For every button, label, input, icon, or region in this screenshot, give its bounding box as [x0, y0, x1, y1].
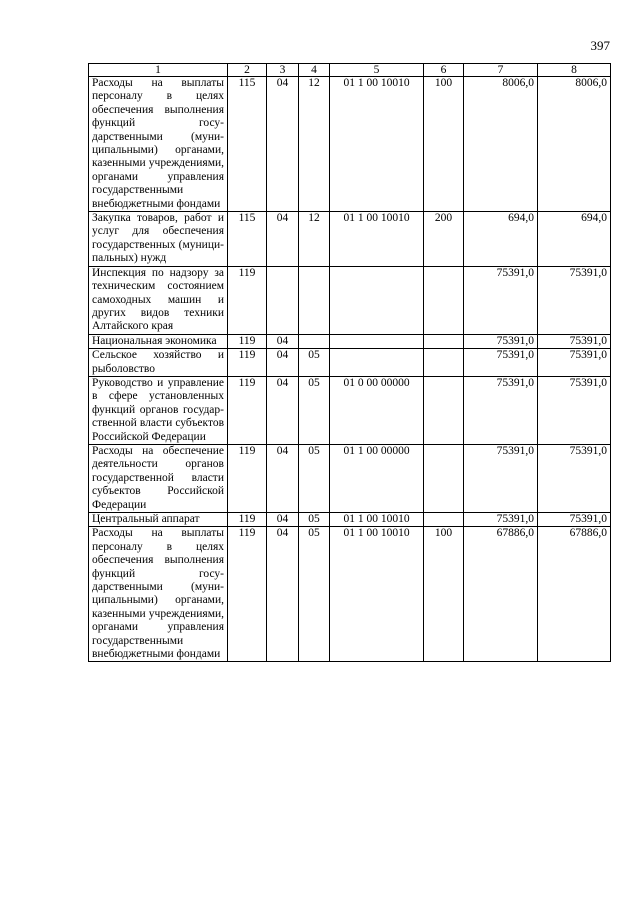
target-article: 01 0 00 00000 — [330, 376, 424, 444]
ministry-code: 119 — [228, 349, 267, 377]
row-name: Руководство и управление в сфере установленных функций органов государственной власти субъектов Российской Федерации — [89, 376, 228, 444]
table-row — [89, 376, 611, 444]
table-row — [89, 444, 611, 512]
amount-col8: 694,0 — [538, 212, 611, 267]
table-row — [89, 349, 611, 377]
ministry-code: 119 — [228, 444, 267, 512]
ministry-code: 119 — [228, 376, 267, 444]
section-code: 04 — [267, 212, 299, 267]
expense-type — [424, 444, 464, 512]
subsection-code — [299, 266, 330, 334]
amount-col7: 75391,0 — [464, 334, 538, 348]
table-row — [89, 527, 611, 662]
page-number: 397 — [590, 38, 610, 53]
table-row — [89, 266, 611, 334]
header-cell: 2 — [228, 64, 267, 77]
ministry-code: 115 — [228, 212, 267, 267]
target-article: 01 1 00 10010 — [330, 212, 424, 267]
table-row — [89, 212, 611, 267]
amount-col8: 75391,0 — [538, 334, 611, 348]
header-cell: 6 — [424, 64, 464, 77]
row-name: Центральный аппарат — [89, 513, 228, 527]
amount-col8: 75391,0 — [538, 266, 611, 334]
amount-col7: 75391,0 — [464, 266, 538, 334]
ministry-code: 119 — [228, 266, 267, 334]
subsection-code: 05 — [299, 513, 330, 527]
row-name: Расходы на выплаты персоналу в целях обеспечения выполнения функций государственными (муниципальными) органами, казенными учреждениями, органами управления государственными внебюджетными фондами — [89, 77, 228, 212]
section-code: 04 — [267, 513, 299, 527]
table-header — [89, 64, 611, 77]
section-code: 04 — [267, 77, 299, 212]
section-code: 04 — [267, 376, 299, 444]
subsection-code: 05 — [299, 444, 330, 512]
target-article: 01 1 00 10010 — [330, 527, 424, 662]
expense-type — [424, 513, 464, 527]
ministry-code: 119 — [228, 513, 267, 527]
amount-col8: 67886,0 — [538, 527, 611, 662]
header-cell: 1 — [89, 64, 228, 77]
header-row — [89, 64, 611, 77]
header-cell: 3 — [267, 64, 299, 77]
section-code: 04 — [267, 527, 299, 662]
expense-type — [424, 334, 464, 348]
row-name: Сельское хозяйство и рыболовство — [89, 349, 228, 377]
row-name: Расходы на выплаты персоналу в целях обеспечения выполнения функций государственными (муниципальными) органами, казенными учреждениями, органами управления государственными внебюджетными фондами — [89, 527, 228, 662]
ministry-code: 119 — [228, 334, 267, 348]
row-name: Расходы на обеспечение деятельности органов государственной власти субъектов Российской Федерации — [89, 444, 228, 512]
header-cell: 5 — [330, 64, 424, 77]
ministry-code: 119 — [228, 527, 267, 662]
table-row — [89, 77, 611, 212]
subsection-code: 12 — [299, 77, 330, 212]
table-body — [89, 77, 611, 662]
target-article — [330, 266, 424, 334]
amount-col8: 75391,0 — [538, 513, 611, 527]
subsection-code: 05 — [299, 349, 330, 377]
target-article: 01 1 00 10010 — [330, 77, 424, 212]
subsection-code — [299, 334, 330, 348]
expense-type — [424, 349, 464, 377]
header-cell: 7 — [464, 64, 538, 77]
target-article: 01 1 00 10010 — [330, 513, 424, 527]
amount-col7: 694,0 — [464, 212, 538, 267]
amount-col7: 75391,0 — [464, 376, 538, 444]
section-code: 04 — [267, 349, 299, 377]
expense-type — [424, 376, 464, 444]
amount-col8: 75391,0 — [538, 444, 611, 512]
row-name: Инспекция по надзору за техническим состоянием самоходных машин и других видов техники Алтайского края — [89, 266, 228, 334]
expense-type — [424, 266, 464, 334]
amount-col8: 75391,0 — [538, 376, 611, 444]
amount-col7: 8006,0 — [464, 77, 538, 212]
row-name: Закупка товаров, работ и услуг для обеспечения государственных (муниципальных) нужд — [89, 212, 228, 267]
amount-col7: 67886,0 — [464, 527, 538, 662]
target-article — [330, 334, 424, 348]
expense-type: 200 — [424, 212, 464, 267]
row-name: Национальная экономика — [89, 334, 228, 348]
section-code: 04 — [267, 444, 299, 512]
subsection-code: 05 — [299, 376, 330, 444]
ministry-code: 115 — [228, 77, 267, 212]
section-code — [267, 266, 299, 334]
amount-col8: 8006,0 — [538, 77, 611, 212]
subsection-code: 05 — [299, 527, 330, 662]
target-article — [330, 349, 424, 377]
header-cell: 8 — [538, 64, 611, 77]
subsection-code: 12 — [299, 212, 330, 267]
amount-col8: 75391,0 — [538, 349, 611, 377]
amount-col7: 75391,0 — [464, 444, 538, 512]
amount-col7: 75391,0 — [464, 513, 538, 527]
target-article: 01 1 00 00000 — [330, 444, 424, 512]
table-row — [89, 513, 611, 527]
table-row — [89, 334, 611, 348]
amount-col7: 75391,0 — [464, 349, 538, 377]
header-cell: 4 — [299, 64, 330, 77]
expense-type: 100 — [424, 527, 464, 662]
budget-table — [88, 63, 611, 662]
expense-type: 100 — [424, 77, 464, 212]
section-code: 04 — [267, 334, 299, 348]
